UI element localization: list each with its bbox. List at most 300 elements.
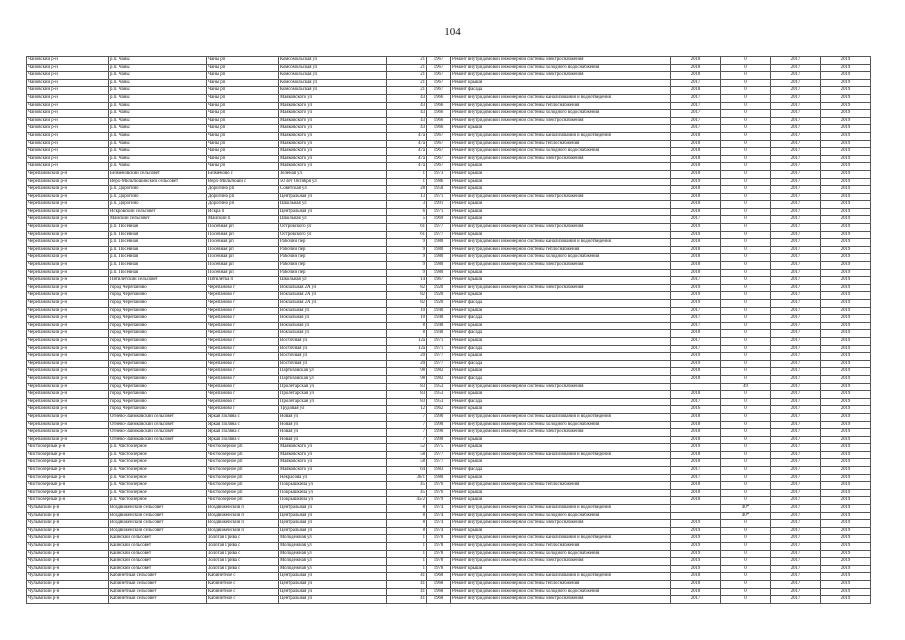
table-row bbox=[27, 57, 871, 65]
cell-value: 0 bbox=[721, 155, 771, 163]
cell-plan-year: 2019 bbox=[671, 444, 721, 452]
cell-period-start: 2017 bbox=[771, 72, 821, 80]
cell-district: Черепановский р-н bbox=[27, 284, 109, 292]
table-row bbox=[27, 467, 871, 475]
page-number: 104 bbox=[444, 26, 461, 38]
cell-period-end: 2019 bbox=[821, 201, 871, 209]
cell-value: 0 bbox=[721, 337, 771, 345]
cell-house-number: 41 bbox=[387, 588, 427, 596]
cell-period-start: 2017 bbox=[771, 277, 821, 285]
cell-plan-year: 2017 bbox=[671, 322, 721, 330]
cell-value: 0 bbox=[721, 436, 771, 444]
cell-settlement: Черепаново г bbox=[207, 398, 279, 406]
cell-period-end: 2019 bbox=[821, 459, 871, 467]
cell-plan-year: 2018 bbox=[671, 163, 721, 171]
cell-plan-year: 2018 bbox=[671, 459, 721, 467]
cell-house-number: 36/1 bbox=[387, 474, 427, 482]
cell-house-number: 43 bbox=[387, 110, 427, 118]
cell-period-end: 2019 bbox=[821, 315, 871, 323]
cell-period-end: 2019 bbox=[821, 520, 871, 528]
cell-house-number: 98 bbox=[387, 368, 427, 376]
cell-house-number: 21 bbox=[387, 57, 427, 65]
cell-value: 0 bbox=[721, 406, 771, 414]
cell-value: 0 bbox=[721, 375, 771, 383]
cell-settlement: Черепаново г bbox=[207, 322, 279, 330]
cell-street: Молодежная ул bbox=[279, 558, 387, 566]
cell-house-number: 43 bbox=[387, 102, 427, 110]
cell-build-year: 1990 bbox=[427, 421, 451, 429]
cell-municipality: Искровский сельсовет bbox=[109, 208, 207, 216]
cell-settlement: Кабинетное с bbox=[207, 573, 279, 581]
cell-municipality: р.п. Чаны bbox=[109, 132, 207, 140]
cell-build-year: 1967 bbox=[427, 79, 451, 87]
cell-period-end: 2019 bbox=[821, 178, 871, 186]
cell-period-start: 2017 bbox=[771, 573, 821, 581]
cell-municipality: Огнево-Заимковский сельсовет bbox=[109, 421, 207, 429]
cell-value: 0 bbox=[721, 467, 771, 475]
cell-work-type: Ремонт фасада bbox=[451, 360, 671, 368]
cell-period-start: 2017 bbox=[771, 543, 821, 551]
table-row bbox=[27, 520, 871, 528]
table-row bbox=[27, 482, 871, 490]
cell-street: Центральная ул bbox=[279, 527, 387, 535]
cell-value: 0 bbox=[721, 284, 771, 292]
cell-period-start: 2017 bbox=[771, 467, 821, 475]
cell-period-start: 2017 bbox=[771, 102, 821, 110]
cell-district: Чулымский р-н bbox=[27, 550, 109, 558]
cell-municipality: р.п. Дорогино bbox=[109, 193, 207, 201]
cell-work-type: Ремонт крыши bbox=[451, 527, 671, 535]
cell-period-start: 2017 bbox=[771, 178, 821, 186]
cell-build-year: 1966 bbox=[427, 102, 451, 110]
cell-street: Восточная ул bbox=[279, 353, 387, 361]
table-row bbox=[27, 429, 871, 437]
cell-work-type: Ремонт внутридомовой инженерной системы канализования и водоотведения bbox=[451, 132, 671, 140]
cell-settlement: Дорогино рп bbox=[207, 201, 279, 209]
cell-plan-year: 2018 bbox=[671, 436, 721, 444]
cell-work-type: Ремонт фасада bbox=[451, 330, 671, 338]
cell-period-start: 2017 bbox=[771, 497, 821, 505]
cell-settlement: Черепаново г bbox=[207, 353, 279, 361]
cell-period-start: 2017 bbox=[771, 224, 821, 232]
table-row bbox=[27, 72, 871, 80]
cell-work-type: Ремонт крыши bbox=[451, 406, 671, 414]
cell-district: Черепановский р-н bbox=[27, 360, 109, 368]
cell-street: Пролетарская ул bbox=[279, 391, 387, 399]
cell-period-start: 2017 bbox=[771, 148, 821, 156]
cell-work-type: Ремонт крыши bbox=[451, 170, 671, 178]
cell-district: Черепановский р-н bbox=[27, 322, 109, 330]
table-row bbox=[27, 596, 871, 604]
cell-value: 0 bbox=[721, 398, 771, 406]
cell-period-end: 2019 bbox=[821, 87, 871, 95]
cell-period-start: 2017 bbox=[771, 444, 821, 452]
cell-value: 0 bbox=[721, 588, 771, 596]
cell-period-end: 2019 bbox=[821, 543, 871, 551]
cell-street: Некрасова ул bbox=[279, 474, 387, 482]
cell-settlement: Чистоозерное рп bbox=[207, 497, 279, 505]
cell-build-year: 1983 bbox=[427, 467, 451, 475]
cell-street: Советская ул bbox=[279, 186, 387, 194]
cell-build-year: 1940 bbox=[427, 315, 451, 323]
cell-build-year: 1940 bbox=[427, 307, 451, 315]
cell-build-year: 1967 bbox=[427, 140, 451, 148]
cell-build-year: 1967 bbox=[427, 57, 451, 65]
cell-build-year: 1968 bbox=[427, 596, 451, 604]
cell-period-end: 2019 bbox=[821, 451, 871, 459]
cell-settlement: Кабинетное с bbox=[207, 580, 279, 588]
cell-municipality: р.п. Чаны bbox=[109, 87, 207, 95]
cell-house-number: 8 bbox=[387, 512, 427, 520]
cell-plan-year: 2018 bbox=[671, 254, 721, 262]
cell-street: Маяковского ул bbox=[279, 163, 387, 171]
cell-build-year: 1980 bbox=[427, 474, 451, 482]
cell-house-number: 7 bbox=[387, 436, 427, 444]
cell-district: Чистоозерный р-н bbox=[27, 474, 109, 482]
cell-settlement: Воздвиженский п bbox=[207, 505, 279, 513]
cell-municipality: Огнево-Заимковский сельсовет bbox=[109, 436, 207, 444]
cell-plan-year: 2017 bbox=[671, 307, 721, 315]
cell-house-number: 12а bbox=[387, 337, 427, 345]
cell-house-number: 28 bbox=[387, 186, 427, 194]
cell-settlement: Золотая Грива с bbox=[207, 565, 279, 573]
cell-plan-year: 2019 bbox=[671, 527, 721, 535]
cell-district: Чановский р-н bbox=[27, 117, 109, 125]
cell-work-type: Ремонт фасада bbox=[451, 398, 671, 406]
cell-period-start: 2017 bbox=[771, 345, 821, 353]
cell-municipality: Каинский сельсовет bbox=[109, 550, 207, 558]
cell-period-start: 2017 bbox=[771, 163, 821, 171]
cell-house-number: 52 bbox=[387, 444, 427, 452]
cell-municipality: р.п. Чистоозерное bbox=[109, 497, 207, 505]
table-row bbox=[27, 527, 871, 535]
cell-plan-year: 2019 bbox=[671, 300, 721, 308]
cell-settlement: Яркая Поляна с bbox=[207, 429, 279, 437]
cell-build-year: 1982 bbox=[427, 368, 451, 376]
cell-house-number: 10 bbox=[387, 307, 427, 315]
cell-value: 0 bbox=[721, 444, 771, 452]
cell-plan-year: 2018 bbox=[671, 375, 721, 383]
cell-build-year: 1967 bbox=[427, 155, 451, 163]
cell-build-year: 1990 bbox=[427, 429, 451, 437]
cell-period-start: 2017 bbox=[771, 322, 821, 330]
cell-value: 0 bbox=[721, 315, 771, 323]
cell-period-end: 2019 bbox=[821, 429, 871, 437]
cell-street: Рабочий пер bbox=[279, 246, 387, 254]
cell-municipality: р.п. Посевная bbox=[109, 224, 207, 232]
cell-street: Маяковского ул bbox=[279, 110, 387, 118]
repair-schedule-table bbox=[26, 56, 870, 604]
cell-period-start: 2017 bbox=[771, 436, 821, 444]
cell-plan-year: 2019 bbox=[671, 535, 721, 543]
cell-work-type: Ремонт крыши bbox=[451, 436, 671, 444]
cell-period-start: 2017 bbox=[771, 588, 821, 596]
cell-value: 0 bbox=[721, 193, 771, 201]
cell-value: 0 bbox=[721, 277, 771, 285]
cell-house-number: 9 bbox=[387, 262, 427, 270]
cell-value: 0 bbox=[721, 110, 771, 118]
cell-work-type: Ремонт крыши bbox=[451, 178, 671, 186]
cell-value: 0 bbox=[721, 87, 771, 95]
cell-district: Черепановский р-н bbox=[27, 429, 109, 437]
cell-period-start: 2017 bbox=[771, 110, 821, 118]
cell-house-number: 58 bbox=[387, 459, 427, 467]
cell-period-end: 2019 bbox=[821, 375, 871, 383]
cell-house-number: 9 bbox=[387, 254, 427, 262]
cell-work-type: Ремонт внутридомовой инженерной системы электроснабжения bbox=[451, 284, 671, 292]
cell-period-end: 2019 bbox=[821, 558, 871, 566]
cell-street: Школьная ул bbox=[279, 216, 387, 224]
cell-period-end: 2019 bbox=[821, 588, 871, 596]
cell-house-number: 6 bbox=[387, 208, 427, 216]
cell-house-number: 9 bbox=[387, 239, 427, 247]
cell-plan-year: 2018 bbox=[671, 170, 721, 178]
cell-house-number: 45 bbox=[387, 489, 427, 497]
cell-plan-year: 2018 bbox=[671, 482, 721, 490]
cell-period-start: 2017 bbox=[771, 558, 821, 566]
cell-period-start: 2017 bbox=[771, 79, 821, 87]
cell-plan-year: 2019 bbox=[671, 558, 721, 566]
cell-street: Вокзальная ул bbox=[279, 322, 387, 330]
cell-period-end: 2019 bbox=[821, 383, 871, 391]
table-row bbox=[27, 231, 871, 239]
cell-house-number: 83 bbox=[387, 383, 427, 391]
cell-district: Чулымский р-н bbox=[27, 565, 109, 573]
cell-settlement: Яркая Поляна с bbox=[207, 421, 279, 429]
cell-district: Чановский р-н bbox=[27, 125, 109, 133]
cell-district: Черепановский р-н bbox=[27, 277, 109, 285]
table-row bbox=[27, 140, 871, 148]
cell-work-type: Ремонт внутридомовой инженерной системы электроснабжения bbox=[451, 520, 671, 528]
cell-municipality: р.п. Чаны bbox=[109, 94, 207, 102]
cell-municipality: город Черепаново bbox=[109, 398, 207, 406]
cell-street: Восточная ул bbox=[279, 337, 387, 345]
cell-street: Новая ул bbox=[279, 421, 387, 429]
cell-plan-year: 2018 bbox=[671, 497, 721, 505]
cell-plan-year: 2019 bbox=[671, 284, 721, 292]
cell-plan-year: 2018 bbox=[671, 489, 721, 497]
cell-work-type: Ремонт фасада bbox=[451, 315, 671, 323]
cell-value: 0 bbox=[721, 186, 771, 194]
cell-work-type: Ремонт внутридомовой инженерной системы электроснабжения bbox=[451, 596, 671, 604]
cell-plan-year: 2018 bbox=[671, 87, 721, 95]
cell-house-number: 1 bbox=[387, 170, 427, 178]
cell-build-year: 1978 bbox=[427, 550, 451, 558]
cell-house-number: 41 bbox=[387, 580, 427, 588]
cell-district: Черепановский р-н bbox=[27, 345, 109, 353]
cell-district: Черепановский р-н bbox=[27, 231, 109, 239]
cell-settlement: Золотая Грива с bbox=[207, 558, 279, 566]
cell-house-number: 21 bbox=[387, 72, 427, 80]
cell-district: Чистоозерный р-н bbox=[27, 459, 109, 467]
cell-period-start: 2017 bbox=[771, 246, 821, 254]
cell-work-type: Ремонт внутридомовой инженерной системы канализования и водоотведения bbox=[451, 535, 671, 543]
cell-work-type: Ремонт внутридомовой инженерной системы электроснабжения bbox=[451, 558, 671, 566]
cell-municipality: р.п. Чистоозерное bbox=[109, 489, 207, 497]
cell-plan-year: 2018 bbox=[671, 451, 721, 459]
cell-value: 0 bbox=[721, 262, 771, 270]
cell-build-year: 1978 bbox=[427, 558, 451, 566]
cell-period-start: 2017 bbox=[771, 421, 821, 429]
cell-work-type: Ремонт внутридомовой инженерной системы электроснабжения bbox=[451, 117, 671, 125]
cell-build-year: 1940 bbox=[427, 330, 451, 338]
cell-street: Центральная ул bbox=[279, 596, 387, 604]
cell-work-type: Ремонт крыши bbox=[451, 201, 671, 209]
cell-house-number: 7 bbox=[387, 429, 427, 437]
cell-value: 0 bbox=[721, 573, 771, 581]
table-row bbox=[27, 406, 871, 414]
cell-house-number: 7 bbox=[387, 413, 427, 421]
cell-value: 0 bbox=[721, 239, 771, 247]
cell-value: 0 bbox=[721, 102, 771, 110]
cell-settlement: Искра п bbox=[207, 208, 279, 216]
table-row bbox=[27, 444, 871, 452]
cell-settlement: Верх-Мильтюши с bbox=[207, 178, 279, 186]
cell-municipality: Воздвиженский сельсовет bbox=[109, 512, 207, 520]
cell-build-year: 1953 bbox=[427, 391, 451, 399]
table-row bbox=[27, 292, 871, 300]
table-row bbox=[27, 375, 871, 383]
cell-period-start: 2017 bbox=[771, 94, 821, 102]
cell-municipality: р.п. Дорогино bbox=[109, 186, 207, 194]
cell-house-number: 1 bbox=[387, 550, 427, 558]
cell-house-number: 45/2 bbox=[387, 497, 427, 505]
cell-period-end: 2019 bbox=[821, 231, 871, 239]
table-row bbox=[27, 353, 871, 361]
cell-plan-year: 2017 bbox=[671, 345, 721, 353]
cell-district: Чановский р-н bbox=[27, 79, 109, 87]
cell-value: 0 bbox=[721, 360, 771, 368]
cell-street: Центральная ул bbox=[279, 588, 387, 596]
cell-settlement: Черепаново г bbox=[207, 284, 279, 292]
cell-municipality: р.п. Чистоозерное bbox=[109, 444, 207, 452]
cell-period-start: 2017 bbox=[771, 292, 821, 300]
cell-street: Рабочий пер bbox=[279, 254, 387, 262]
cell-period-end: 2019 bbox=[821, 300, 871, 308]
cell-value: 40* bbox=[721, 512, 771, 520]
cell-build-year: 1920 bbox=[427, 300, 451, 308]
cell-house-number: 21 bbox=[387, 87, 427, 95]
cell-house-number: 41 bbox=[387, 596, 427, 604]
cell-plan-year: 2018 bbox=[671, 588, 721, 596]
cell-period-end: 2019 bbox=[821, 110, 871, 118]
table-row bbox=[27, 322, 871, 330]
cell-period-end: 2019 bbox=[821, 368, 871, 376]
cell-municipality: город Черепаново bbox=[109, 353, 207, 361]
cell-work-type: Ремонт крыши bbox=[451, 216, 671, 224]
cell-street: Маяковского ул bbox=[279, 117, 387, 125]
cell-street: Центральная ул bbox=[279, 193, 387, 201]
table-row bbox=[27, 391, 871, 399]
cell-street: Центральная ул bbox=[279, 208, 387, 216]
cell-period-start: 2017 bbox=[771, 315, 821, 323]
cell-period-start: 2017 bbox=[771, 580, 821, 588]
cell-street: Покрышкина ул bbox=[279, 489, 387, 497]
cell-value: 0 bbox=[721, 117, 771, 125]
cell-house-number: 5 bbox=[387, 216, 427, 224]
cell-build-year: 1976 bbox=[427, 489, 451, 497]
cell-period-start: 2017 bbox=[771, 391, 821, 399]
cell-municipality: город Черепаново bbox=[109, 315, 207, 323]
cell-value: 0 bbox=[721, 170, 771, 178]
table-row bbox=[27, 337, 871, 345]
cell-street: Маяковского ул bbox=[279, 148, 387, 156]
cell-settlement: Черепаново г bbox=[207, 391, 279, 399]
cell-street: Маяковского ул bbox=[279, 140, 387, 148]
cell-work-type: Ремонт крыши bbox=[451, 444, 671, 452]
cell-build-year: 1991 bbox=[427, 201, 451, 209]
cell-street: Покрышкина ул bbox=[279, 497, 387, 505]
cell-build-year: 1986 bbox=[427, 178, 451, 186]
cell-municipality: р.п. Чаны bbox=[109, 163, 207, 171]
cell-house-number: 43 bbox=[387, 125, 427, 133]
cell-build-year: 1967 bbox=[427, 148, 451, 156]
cell-house-number: 9 bbox=[387, 246, 427, 254]
cell-district: Чулымский р-н bbox=[27, 588, 109, 596]
cell-build-year: 1978 bbox=[427, 535, 451, 543]
cell-settlement: Золотая Грива с bbox=[207, 535, 279, 543]
cell-work-type: Ремонт крыши bbox=[451, 459, 671, 467]
cell-value: 0 bbox=[721, 596, 771, 604]
table-row bbox=[27, 436, 871, 444]
cell-municipality: город Черепаново bbox=[109, 284, 207, 292]
cell-municipality: р.п. Чистоозерное bbox=[109, 459, 207, 467]
cell-street: Покрышкина ул bbox=[279, 482, 387, 490]
cell-district: Черепановский р-н bbox=[27, 337, 109, 345]
cell-street: Маяковского ул bbox=[279, 451, 387, 459]
cell-municipality: Кабинетный сельсовет bbox=[109, 588, 207, 596]
cell-value: 0 bbox=[721, 497, 771, 505]
cell-house-number: 1 bbox=[387, 558, 427, 566]
cell-house-number: 47а bbox=[387, 155, 427, 163]
cell-value: 0 bbox=[721, 353, 771, 361]
cell-build-year: 1968 bbox=[427, 580, 451, 588]
cell-municipality: р.п. Чаны bbox=[109, 72, 207, 80]
cell-plan-year: 2019 bbox=[671, 565, 721, 573]
cell-work-type: Ремонт крыши bbox=[451, 497, 671, 505]
cell-house-number: 47а bbox=[387, 140, 427, 148]
cell-settlement: Чаны рп bbox=[207, 117, 279, 125]
cell-work-type: Ремонт внутридомовой инженерной системы теплоснабжения bbox=[451, 543, 671, 551]
cell-house-number: 45 bbox=[387, 482, 427, 490]
cell-house-number: 1 bbox=[387, 535, 427, 543]
cell-plan-year: 2016 bbox=[671, 406, 721, 414]
cell-build-year: 1980 bbox=[427, 239, 451, 247]
cell-street: 50 лет Октября ул bbox=[279, 178, 387, 186]
cell-period-end: 2019 bbox=[821, 444, 871, 452]
table-row bbox=[27, 125, 871, 133]
cell-street: Рабочий пер bbox=[279, 239, 387, 247]
table-row bbox=[27, 170, 871, 178]
cell-house-number: 9 bbox=[387, 269, 427, 277]
cell-street: Рабочий пер bbox=[279, 269, 387, 277]
cell-settlement: Черепаново г bbox=[207, 307, 279, 315]
cell-period-end: 2019 bbox=[821, 64, 871, 72]
cell-settlement: Яркая Поляна с bbox=[207, 436, 279, 444]
cell-house-number: 61 bbox=[387, 224, 427, 232]
cell-period-end: 2019 bbox=[821, 550, 871, 558]
cell-settlement: Черепаново г bbox=[207, 383, 279, 391]
cell-house-number: 7 bbox=[387, 421, 427, 429]
cell-settlement: Дорогино рп bbox=[207, 193, 279, 201]
cell-settlement: Посевная рп bbox=[207, 254, 279, 262]
cell-work-type: Ремонт внутридомовой инженерной системы канализования и водоотведения bbox=[451, 413, 671, 421]
table-row bbox=[27, 110, 871, 118]
cell-work-type: Ремонт крыши bbox=[451, 186, 671, 194]
cell-period-end: 2019 bbox=[821, 79, 871, 87]
cell-period-end: 2019 bbox=[821, 413, 871, 421]
cell-district: Чановский р-н bbox=[27, 94, 109, 102]
